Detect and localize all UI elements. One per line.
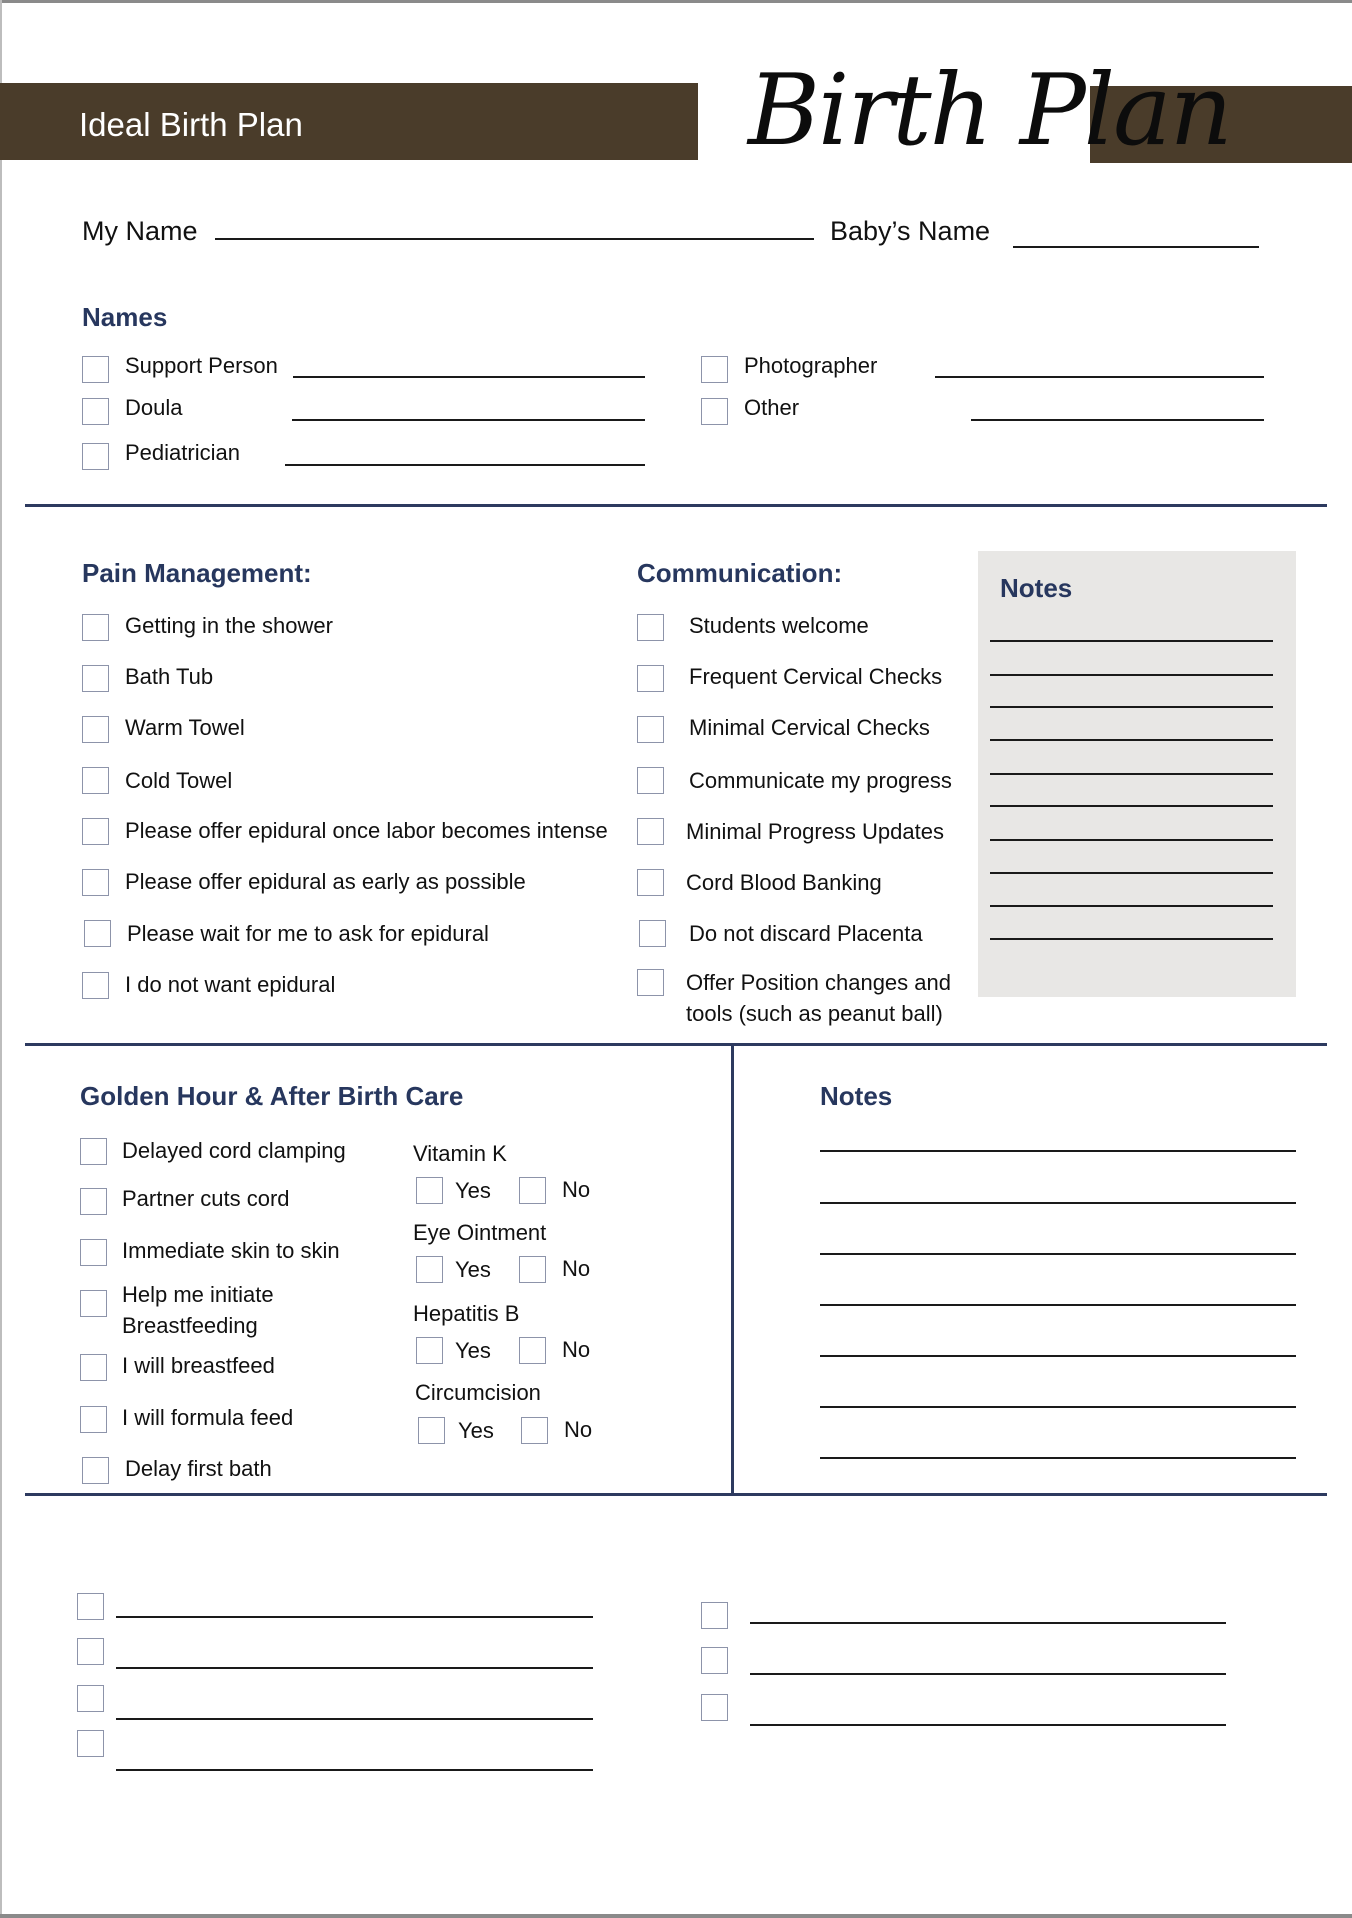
custom-left-checkbox[interactable] bbox=[77, 1730, 104, 1757]
photographer-checkbox[interactable] bbox=[701, 356, 728, 383]
custom-left-line[interactable] bbox=[116, 1616, 593, 1618]
comm-frequent-checks-label: Frequent Cervical Checks bbox=[689, 664, 943, 689]
names-heading: Names bbox=[82, 302, 168, 332]
pain-shower-checkbox[interactable] bbox=[82, 614, 109, 641]
golden-bath-checkbox[interactable] bbox=[82, 1457, 109, 1484]
circumcision-yes-label: Yes bbox=[458, 1418, 494, 1443]
golden-breastfeeding-help-line2: Breastfeeding bbox=[122, 1313, 258, 1338]
pain-no-epidural-label: I do not want epidural bbox=[125, 972, 336, 997]
page-border-bottom bbox=[0, 1914, 1352, 1918]
notes-right-line[interactable] bbox=[820, 1304, 1296, 1306]
golden-breastfeed-checkbox[interactable] bbox=[80, 1354, 107, 1381]
golden-skin-checkbox[interactable] bbox=[80, 1239, 107, 1266]
communication-heading: Communication: bbox=[637, 558, 843, 588]
pain-no-epidural-checkbox[interactable] bbox=[82, 972, 109, 999]
vitamin-k-label: Vitamin K bbox=[413, 1141, 507, 1166]
page-border-left bbox=[0, 0, 2, 1918]
golden-skin-label: Immediate skin to skin bbox=[122, 1238, 340, 1263]
golden-cord-clamping-label: Delayed cord clamping bbox=[122, 1138, 346, 1163]
notes-right-line[interactable] bbox=[820, 1355, 1296, 1357]
pain-bathtub-checkbox[interactable] bbox=[82, 665, 109, 692]
golden-partner-cord-checkbox[interactable] bbox=[80, 1188, 107, 1215]
baby-name-line[interactable] bbox=[1013, 246, 1259, 248]
photographer-label: Photographer bbox=[744, 353, 878, 378]
other-line[interactable] bbox=[971, 419, 1264, 421]
vitamin-k-yes-label: Yes bbox=[455, 1178, 491, 1203]
divider-golden bbox=[25, 1493, 1327, 1496]
eye-ointment-label: Eye Ointment bbox=[413, 1220, 547, 1245]
baby-name-label: Baby’s Name bbox=[830, 216, 991, 246]
hepatitis-b-label: Hepatitis B bbox=[413, 1301, 520, 1326]
hepatitis-b-no-label: No bbox=[562, 1337, 591, 1362]
pain-cold-towel-checkbox[interactable] bbox=[82, 767, 109, 794]
comm-placenta-label: Do not discard Placenta bbox=[689, 921, 923, 946]
my-name-line[interactable] bbox=[215, 238, 814, 240]
comm-minimal-updates-checkbox[interactable] bbox=[637, 818, 664, 845]
notes-panel-line[interactable] bbox=[990, 739, 1273, 741]
support-person-checkbox[interactable] bbox=[82, 356, 109, 383]
pain-shower-label: Getting in the shower bbox=[125, 613, 333, 638]
notes-right-line[interactable] bbox=[820, 1406, 1296, 1408]
pediatrician-label: Pediatrician bbox=[125, 440, 240, 465]
notes-panel-line[interactable] bbox=[990, 905, 1273, 907]
support-person-line[interactable] bbox=[293, 376, 645, 378]
pain-epidural-early-checkbox[interactable] bbox=[82, 869, 109, 896]
support-person-label: Support Person bbox=[125, 353, 278, 378]
band-title: Ideal Birth Plan bbox=[79, 106, 303, 143]
notes-right-line[interactable] bbox=[820, 1150, 1296, 1152]
vitamin-k-yes-checkbox[interactable] bbox=[416, 1177, 443, 1204]
pediatrician-checkbox[interactable] bbox=[82, 443, 109, 470]
comm-frequent-checks-checkbox[interactable] bbox=[637, 665, 664, 692]
circumcision-no-checkbox[interactable] bbox=[521, 1417, 548, 1444]
comm-position-label-line2: tools (such as peanut ball) bbox=[686, 1001, 943, 1026]
pain-epidural-wait-checkbox[interactable] bbox=[84, 920, 111, 947]
circumcision-yes-checkbox[interactable] bbox=[418, 1417, 445, 1444]
custom-left-checkbox[interactable] bbox=[77, 1638, 104, 1665]
comm-cord-blood-label: Cord Blood Banking bbox=[686, 870, 882, 895]
custom-right-checkbox[interactable] bbox=[701, 1602, 728, 1629]
custom-left-checkbox[interactable] bbox=[77, 1593, 104, 1620]
divider-vertical bbox=[731, 1043, 734, 1495]
comm-progress-label: Communicate my progress bbox=[689, 768, 952, 793]
pain-management-heading: Pain Management: bbox=[82, 558, 312, 588]
comm-cord-blood-checkbox[interactable] bbox=[637, 869, 664, 896]
custom-left-line[interactable] bbox=[116, 1667, 593, 1669]
doula-checkbox[interactable] bbox=[82, 398, 109, 425]
comm-minimal-checks-label: Minimal Cervical Checks bbox=[689, 715, 930, 740]
other-checkbox[interactable] bbox=[701, 398, 728, 425]
notes-right-line[interactable] bbox=[820, 1253, 1296, 1255]
pain-warm-towel-label: Warm Towel bbox=[125, 715, 245, 740]
photographer-line[interactable] bbox=[935, 376, 1264, 378]
golden-breastfeeding-help-line1: Help me initiate bbox=[122, 1282, 274, 1307]
custom-right-checkbox[interactable] bbox=[701, 1647, 728, 1674]
pain-warm-towel-checkbox[interactable] bbox=[82, 716, 109, 743]
golden-formula-label: I will formula feed bbox=[122, 1405, 294, 1430]
notes-panel-line[interactable] bbox=[990, 706, 1273, 708]
divider-pain bbox=[25, 1043, 1327, 1046]
notes-panel-line[interactable] bbox=[990, 839, 1273, 841]
notes-panel-line[interactable] bbox=[990, 872, 1273, 874]
custom-left-line[interactable] bbox=[116, 1718, 593, 1720]
golden-breastfeed-label: I will breastfeed bbox=[122, 1353, 275, 1378]
comm-minimal-checks-checkbox[interactable] bbox=[637, 716, 664, 743]
doula-line[interactable] bbox=[292, 419, 645, 421]
custom-left-line[interactable] bbox=[116, 1769, 593, 1771]
vitamin-k-no-checkbox[interactable] bbox=[519, 1177, 546, 1204]
notes-panel-line[interactable] bbox=[990, 674, 1273, 676]
custom-right-line[interactable] bbox=[750, 1724, 1226, 1726]
pain-cold-towel-label: Cold Towel bbox=[125, 768, 233, 793]
hepatitis-b-yes-label: Yes bbox=[455, 1338, 491, 1363]
comm-students-label: Students welcome bbox=[689, 613, 869, 638]
comm-position-label-line1: Offer Position changes and bbox=[686, 970, 951, 995]
golden-breastfeeding-help-checkbox[interactable] bbox=[80, 1290, 107, 1317]
pain-epidural-wait-label: Please wait for me to ask for epidural bbox=[127, 921, 489, 946]
pain-epidural-intense-checkbox[interactable] bbox=[82, 818, 109, 845]
script-title: Birth Plan bbox=[748, 54, 1231, 168]
comm-students-checkbox[interactable] bbox=[637, 614, 664, 641]
pain-epidural-early-label: Please offer epidural as early as possible bbox=[125, 869, 526, 894]
hepatitis-b-yes-checkbox[interactable] bbox=[416, 1337, 443, 1364]
pediatrician-line[interactable] bbox=[285, 464, 645, 466]
eye-ointment-yes-checkbox[interactable] bbox=[416, 1256, 443, 1283]
custom-left-checkbox[interactable] bbox=[77, 1685, 104, 1712]
hepatitis-b-no-checkbox[interactable] bbox=[519, 1337, 546, 1364]
golden-partner-cord-label: Partner cuts cord bbox=[122, 1186, 290, 1211]
custom-right-checkbox[interactable] bbox=[701, 1694, 728, 1721]
comm-progress-checkbox[interactable] bbox=[637, 767, 664, 794]
notes-right-line[interactable] bbox=[820, 1457, 1296, 1459]
notes-panel-line[interactable] bbox=[990, 640, 1273, 642]
custom-right-line[interactable] bbox=[750, 1622, 1226, 1624]
comm-minimal-updates-label: Minimal Progress Updates bbox=[686, 819, 944, 844]
golden-cord-clamping-checkbox[interactable] bbox=[80, 1138, 107, 1165]
eye-ointment-no-checkbox[interactable] bbox=[519, 1256, 546, 1283]
doula-label: Doula bbox=[125, 395, 183, 420]
golden-hour-heading: Golden Hour & After Birth Care bbox=[80, 1081, 464, 1111]
eye-ointment-no-label: No bbox=[562, 1256, 591, 1281]
notes-right-heading: Notes bbox=[820, 1081, 893, 1111]
golden-formula-checkbox[interactable] bbox=[80, 1406, 107, 1433]
golden-bath-label: Delay first bath bbox=[125, 1456, 272, 1481]
circumcision-label: Circumcision bbox=[415, 1380, 541, 1405]
other-label: Other bbox=[744, 395, 800, 420]
my-name-label: My Name bbox=[82, 216, 198, 246]
vitamin-k-no-label: No bbox=[562, 1177, 591, 1202]
notes-right-line[interactable] bbox=[820, 1202, 1296, 1204]
comm-position-checkbox[interactable] bbox=[637, 969, 664, 996]
pain-bathtub-label: Bath Tub bbox=[125, 664, 214, 689]
circumcision-no-label: No bbox=[564, 1417, 593, 1442]
divider-names bbox=[25, 504, 1327, 507]
page-border-top bbox=[0, 0, 1352, 3]
eye-ointment-yes-label: Yes bbox=[455, 1257, 491, 1282]
notes-panel-line[interactable] bbox=[990, 773, 1273, 775]
pain-epidural-intense-label: Please offer epidural once labor becomes intense bbox=[125, 818, 608, 843]
notes-panel-line[interactable] bbox=[990, 805, 1273, 807]
notes-panel-line[interactable] bbox=[990, 938, 1273, 940]
comm-placenta-checkbox[interactable] bbox=[639, 920, 666, 947]
custom-right-line[interactable] bbox=[750, 1673, 1226, 1675]
notes-panel-heading: Notes bbox=[1000, 573, 1073, 603]
